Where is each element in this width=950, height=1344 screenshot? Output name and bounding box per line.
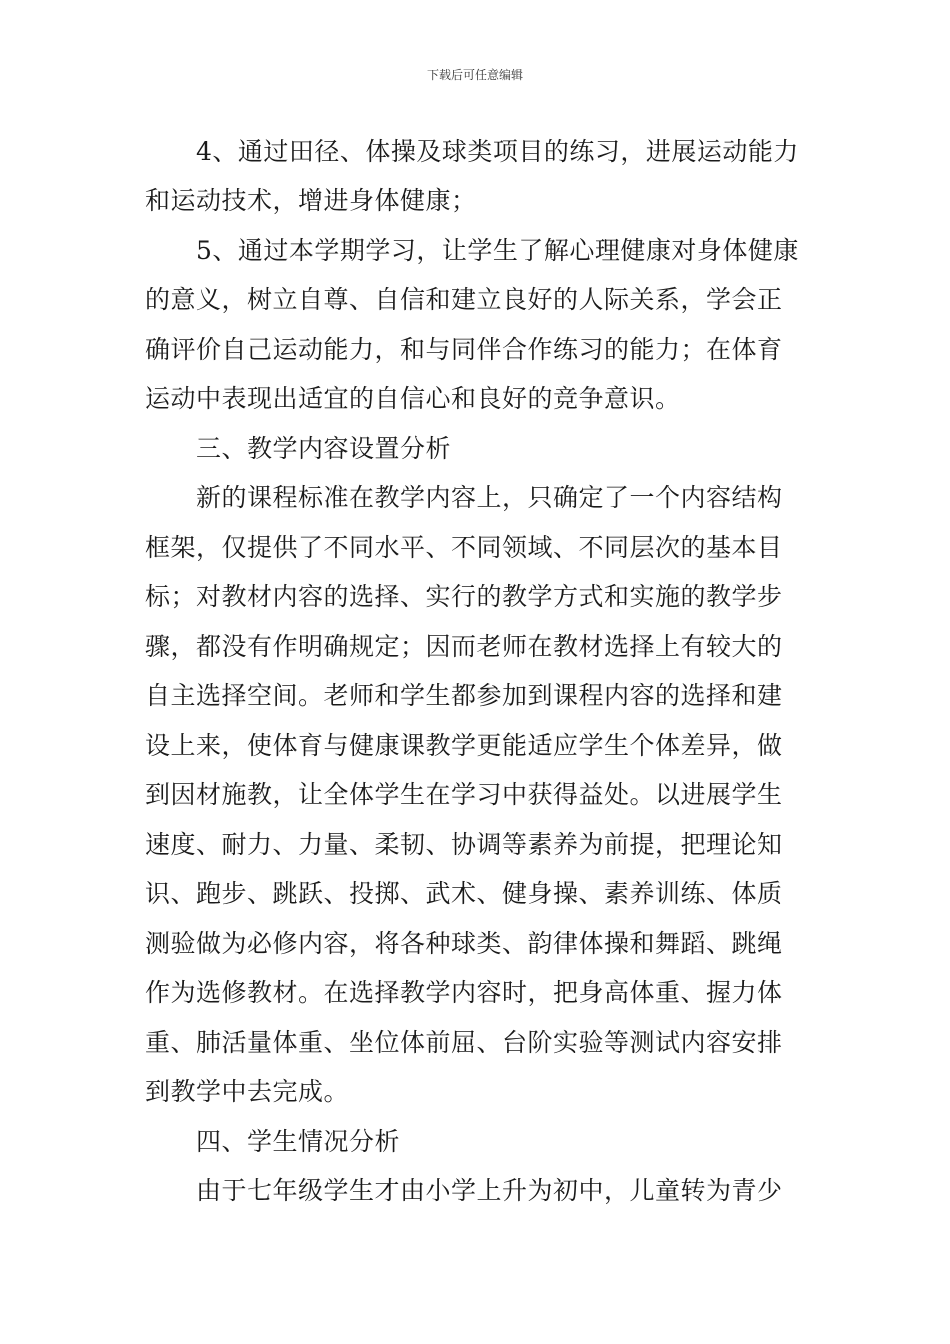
text-line: 到教学中去完成。 bbox=[145, 1077, 350, 1106]
text-line: 4、通过田径、体操及球类项目的练习，进展运动能力 bbox=[196, 137, 799, 166]
text-line: 到因材施教，让全体学生在学习中获得益处。以进展学生 bbox=[145, 780, 783, 809]
text-line: 识、跑步、跳跃、投掷、武术、健身操、素养训练、体质 bbox=[145, 879, 783, 908]
text-line: 5、通过本学期学习，让学生了解心理健康对身体健康 bbox=[196, 236, 799, 265]
text-line: 确评价自己运动能力，和与同伴合作练习的能力；在体育 bbox=[145, 335, 783, 364]
text-line: 的意义，树立自尊、自信和建立良好的人际关系，学会正 bbox=[145, 285, 783, 314]
text-line: 速度、耐力、力量、柔韧、协调等素养为前提，把理论知 bbox=[145, 830, 783, 859]
text-line: 设上来，使体育与健康课教学更能适应学生个体差异，做 bbox=[145, 731, 783, 760]
text-line: 作为选修教材。在选择教学内容时，把身高体重、握力体 bbox=[145, 978, 783, 1007]
text-line: 新的课程标准在教学内容上，只确定了一个内容结构 bbox=[196, 483, 783, 512]
text-line: 和运动技术，增进身体健康； bbox=[145, 186, 477, 215]
text-line: 测验做为必修内容，将各种球类、韵律体操和舞蹈、跳绳 bbox=[145, 929, 783, 958]
text-line: 自主选择空间。老师和学生都参加到课程内容的选择和建 bbox=[145, 681, 783, 710]
text-line: 骤，都没有作明确规定；因而老师在教材选择上有较大的 bbox=[145, 632, 783, 661]
text-line: 运动中表现出适宜的自信心和良好的竞争意识。 bbox=[145, 384, 681, 413]
section-heading: 四、学生情况分析 bbox=[196, 1127, 401, 1156]
text-line: 重、肺活量体重、坐位体前屈、台阶实验等测试内容安排 bbox=[145, 1028, 783, 1057]
section-heading: 三、教学内容设置分析 bbox=[196, 434, 452, 463]
text-line: 框架，仅提供了不同水平、不同领域、不同层次的基本目 bbox=[145, 533, 783, 562]
page-header-note: 下载后可任意编辑 bbox=[426, 68, 523, 82]
text-line: 由于七年级学生才由小学上升为初中，儿童转为青少 bbox=[196, 1176, 783, 1205]
text-line: 标；对教材内容的选择、实行的教学方式和实施的教学步 bbox=[145, 582, 783, 611]
